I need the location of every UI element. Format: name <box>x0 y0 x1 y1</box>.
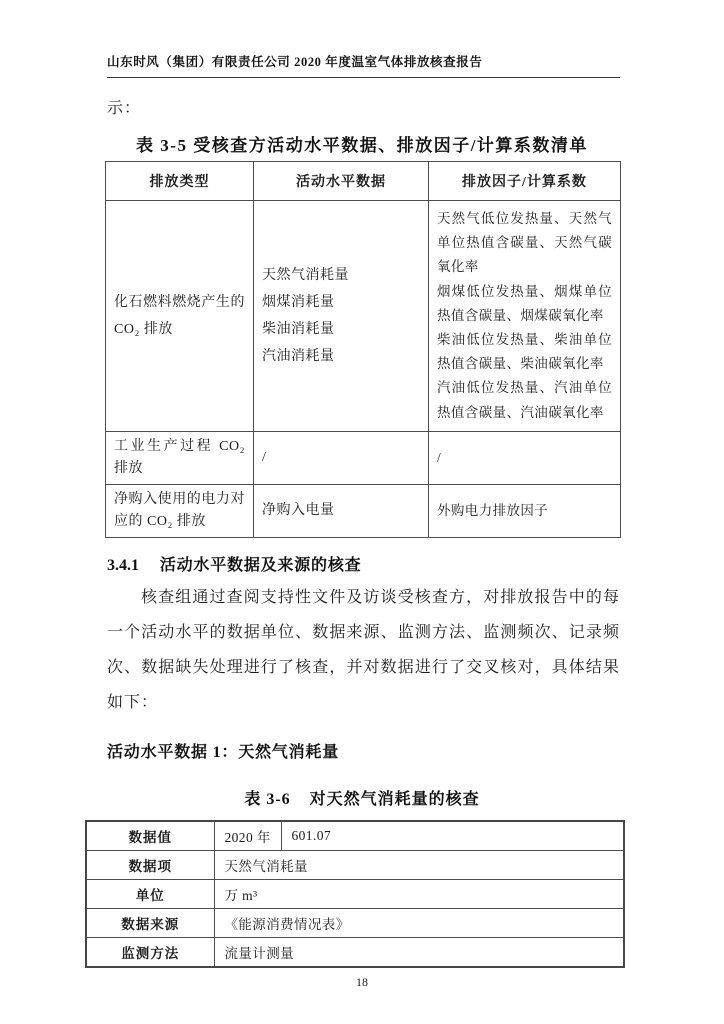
cell-emission-factor <box>429 201 621 432</box>
table-3-5 <box>105 161 621 538</box>
table-row-monitoring-method <box>86 937 624 967</box>
table-row-unit <box>86 879 624 908</box>
row-label: 监测方法 <box>86 937 214 967</box>
col-header-emission-type: 排放类型 <box>106 162 254 201</box>
cell-activity-data: 净购入电量 <box>254 484 429 537</box>
factor-item: 汽油低位发热量、汽油单位热值含碳量、汽油碳氧化率 <box>437 380 612 420</box>
table-3-6-caption-number: 表 3-6 <box>244 790 291 808</box>
report-header-title: 山东时风（集团）有限责任公司 2020 年度温室气体排放核查报告 <box>107 55 483 69</box>
cell-value: 天然气消耗量 <box>214 850 624 879</box>
col-header-emission-factor: 排放因子/计算系数 <box>429 162 621 201</box>
cell-value: 流量计测量 <box>214 937 624 967</box>
lead-text: 示： <box>107 100 142 117</box>
row-label: 数据来源 <box>86 908 214 937</box>
cell-emission-factor: 外购电力排放因子 <box>429 484 621 537</box>
table-row-purchased-electricity <box>106 484 621 537</box>
cell-emission-type: 化石燃料燃烧产生的 CO₂ 排放 <box>106 201 254 432</box>
table-3-6-caption <box>0 786 724 809</box>
page-header <box>107 52 620 78</box>
factor-item: 天然气低位发热量、天然气单位热值含碳量、天然气碳氧化率 <box>437 211 612 275</box>
table-3-6-caption-title: 对天然气消耗量的核查 <box>309 790 480 808</box>
section-number: 3.4.1 <box>107 556 139 574</box>
activity-item: 天然气消耗量 <box>262 267 349 283</box>
table-row-data-value <box>86 821 624 851</box>
activity-item: 汽油消耗量 <box>262 348 335 364</box>
cell-activity-data: / <box>254 431 429 484</box>
cell-year: 2020 年 <box>214 821 281 851</box>
page-number: 18 <box>356 974 368 989</box>
row-label: 数据项 <box>86 850 214 879</box>
row-label: 单位 <box>86 879 214 908</box>
cell-value: 601.07 <box>281 821 624 851</box>
cell-value: 万 m³ <box>214 879 624 908</box>
table-3-6 <box>85 820 625 968</box>
table-3-5-caption: 表 3-5 受核查方活动水平数据、排放因子/计算系数清单 <box>136 136 588 155</box>
cell-value: 《能源消费情况表》 <box>214 908 624 937</box>
table-3-5-header-row <box>106 162 621 201</box>
table-row-industrial-process <box>106 431 621 484</box>
table-row-data-source <box>86 908 624 937</box>
section-heading <box>107 552 724 575</box>
factor-item: 烟煤低位发热量、烟煤单位热值含碳量、烟煤碳氧化率 <box>437 283 612 323</box>
row-label: 数据值 <box>86 821 214 851</box>
factor-item: 柴油低位发热量、柴油单位热值含碳量、柴油碳氧化率 <box>437 332 612 372</box>
activity-item: 柴油消耗量 <box>262 321 335 337</box>
col-header-activity-data: 活动水平数据 <box>254 162 429 201</box>
cell-emission-type: 净购入使用的电力对应的 CO₂ 排放 <box>106 484 254 537</box>
cell-activity-data <box>254 201 429 432</box>
section-title: 活动水平数据及来源的核查 <box>159 556 362 574</box>
activity-data-heading: 活动水平数据 1：天然气消耗量 <box>107 743 340 761</box>
activity-item: 烟煤消耗量 <box>262 294 335 310</box>
table-row-data-item <box>86 850 624 879</box>
table-row-fossil-fuel <box>106 201 621 432</box>
body-paragraph: 核查组通过查阅支持性文件及访谈受核查方，对排放报告中的每一个活动水平的数据单位、数据来源、监测方法、监测频次、记录频次、数据缺失处理进行了核查，并对数据进行了交叉核对，具体结果如下： <box>107 588 620 711</box>
cell-emission-type: 工业生产过程 CO₂ 排放 <box>106 431 254 484</box>
cell-emission-factor: / <box>429 431 621 484</box>
